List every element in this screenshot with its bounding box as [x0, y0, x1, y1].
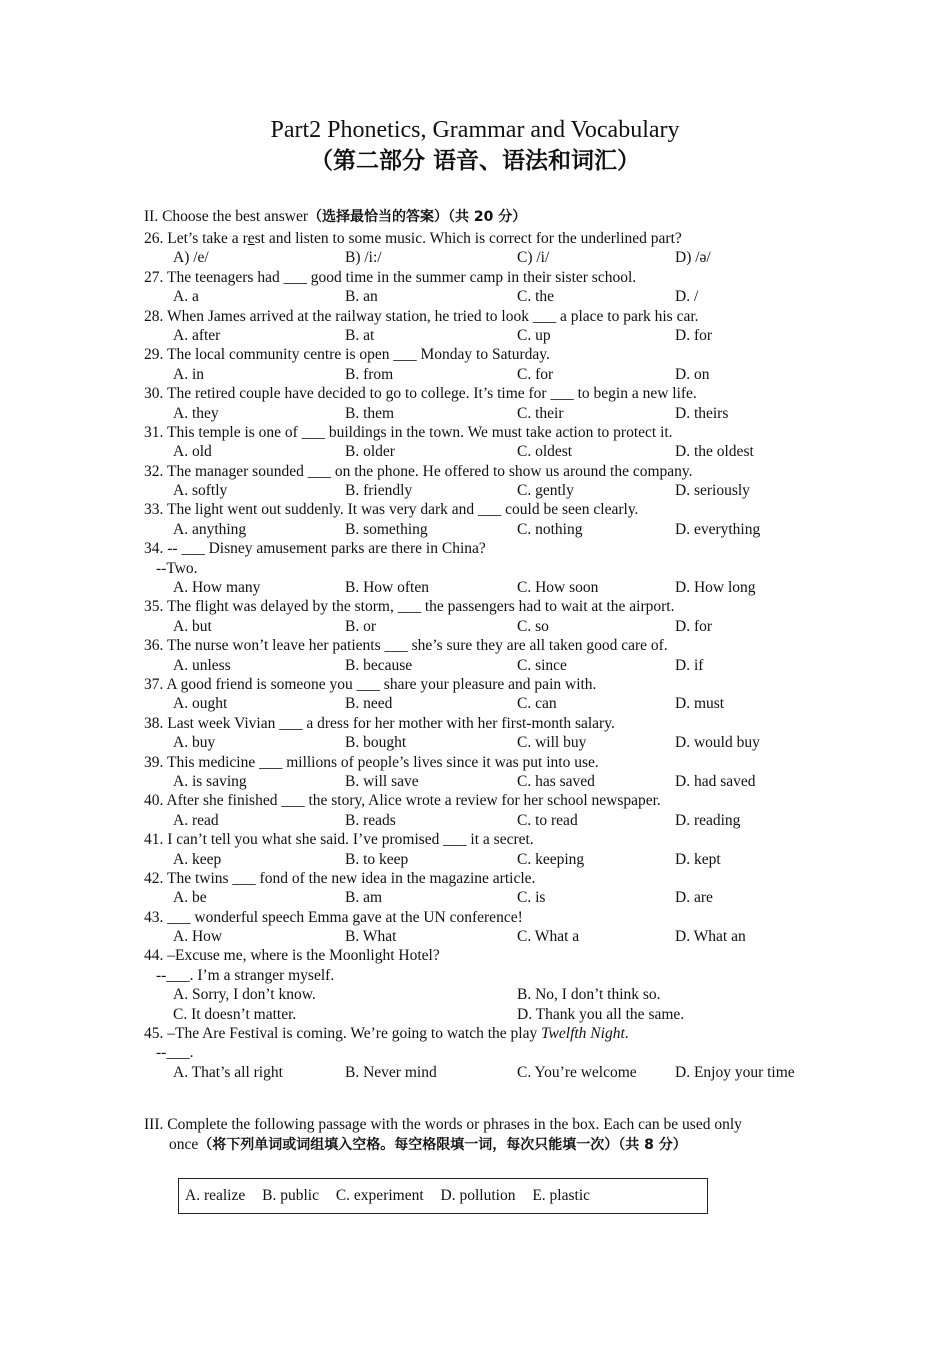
question-stem: 39. This medicine ___ millions of people’s lives since it was put into use. [144, 753, 599, 771]
option-d: D. for [675, 617, 713, 635]
option-a: A. be [173, 889, 207, 907]
play-title: Twelfth Night [541, 1025, 625, 1043]
question-stem: 26. Let’s take a rest and listen to some music. Which is correct for the underlined part? [144, 230, 682, 247]
option-b: B. will save [345, 772, 419, 790]
question-stem: 30. The retired couple have decided to go to college. It’s time for ___ to begin a new life. [144, 385, 697, 403]
option-b: B. or [345, 617, 376, 635]
option-b: B. because [345, 656, 413, 674]
option-b: B. something [345, 520, 428, 538]
option-b: B. How often [345, 579, 429, 597]
option-c: C. keeping [517, 850, 585, 868]
question-stem: 45. –The Are Festival is coming. We’re going to watch the play Twelfth Night. [144, 1025, 629, 1043]
question-options [144, 694, 844, 713]
question-stem: 32. The manager sounded ___ on the phone. He offered to show us around the company. [144, 462, 693, 480]
option-d: D. everything [675, 520, 761, 538]
word-box-item: C. experiment [335, 1187, 424, 1204]
question-options [144, 733, 844, 752]
option-a: A. after [173, 326, 221, 344]
option-c: C. so [517, 617, 549, 635]
option-c: C. to read [517, 811, 578, 829]
option-d: D. are [675, 889, 713, 907]
question-stem: 36. The nurse won’t leave her patients ___ she’s sure they are all taken good care of. [144, 637, 668, 655]
option-c: C. nothing [517, 520, 583, 538]
option-a: A. ought [173, 695, 228, 713]
question-stem: 33. The light went out suddenly. It was very dark and ___ could be seen clearly. [144, 501, 639, 519]
option-a: A. How [173, 928, 223, 946]
section3-heading [144, 1115, 824, 1155]
question-reply: --___. [156, 1044, 194, 1062]
option-d: D. the oldest [675, 443, 754, 461]
option-b: B. Never mind [345, 1063, 437, 1081]
question-list [144, 229, 844, 1082]
option-c: C. can [517, 695, 557, 713]
option-a: A. buy [173, 734, 216, 752]
option-a: A. How many [173, 579, 261, 597]
question-options [144, 888, 844, 907]
question-stem: 27. The teenagers had ___ good time in the summer camp in their sister school. [144, 268, 637, 286]
option-d: D) /ə/ [675, 249, 711, 267]
option-d: D. / [675, 288, 699, 306]
question-reply: --Two. [156, 559, 198, 577]
option-a: A. but [173, 617, 212, 635]
question-stem: 43. ___ wonderful speech Emma gave at the UN conference! [144, 908, 523, 926]
option-c: C. You’re welcome [517, 1063, 637, 1081]
option-a: A. they [173, 404, 219, 422]
option-b: B. from [345, 365, 394, 383]
question-stem: 29. The local community centre is open ___ Monday to Saturday. [144, 346, 550, 364]
option-d: D. Enjoy your time [675, 1063, 795, 1081]
question-options [144, 656, 844, 675]
option-a: A. Sorry, I don’t know. [173, 986, 316, 1004]
section3-line2: once（将下列单词或词组填入空格。每空格限填一词，每次只能填一次）（共 8 分） [169, 1136, 687, 1153]
option-c: C) /i/ [517, 249, 550, 267]
option-a: A. unless [173, 656, 231, 674]
option-b: B. am [345, 889, 383, 907]
option-d: D. How long [675, 579, 756, 597]
option-a: A. softly [173, 482, 228, 500]
option-d: D. for [675, 326, 713, 344]
question-stem: 31. This temple is one of ___ buildings in the town. We must take action to protect it. [144, 423, 673, 441]
option-b: B. need [345, 695, 393, 713]
option-d: D. had saved [675, 772, 756, 790]
word-box-item: B. public [262, 1187, 319, 1204]
question-stem: 28. When James arrived at the railway station, he tried to look ___ a place to park his car. [144, 307, 699, 325]
option-a: A. old [173, 443, 212, 461]
question-options [144, 404, 844, 423]
question-options [144, 520, 844, 539]
option-b: B. friendly [345, 482, 413, 500]
question-options [144, 811, 844, 830]
option-c: C. is [517, 889, 546, 907]
question-options [144, 617, 844, 636]
question-options [144, 985, 844, 1004]
option-c: C. up [517, 326, 551, 344]
word-box-item: D. pollution [440, 1187, 516, 1204]
word-box [178, 1178, 708, 1214]
question-stem: 42. The twins ___ fond of the new idea in the magazine article. [144, 869, 536, 887]
option-d: D. reading [675, 811, 741, 829]
option-c: C. will buy [517, 734, 587, 752]
question-stem: 34. -- ___ Disney amusement parks are there in China? [144, 540, 486, 558]
option-a: A. read [173, 811, 219, 829]
option-a: A. anything [173, 520, 247, 538]
option-a: A. keep [173, 850, 222, 868]
question-options [144, 365, 844, 384]
option-b: B. No, I don’t think so. [517, 986, 661, 1004]
option-d: D. on [675, 365, 710, 383]
option-c: C. has saved [517, 772, 595, 790]
option-a: A) /e/ [173, 249, 209, 267]
question-stem: 41. I can’t tell you what she said. I’ve promised ___ it a secret. [144, 831, 534, 849]
question-options [144, 1063, 844, 1082]
option-c: C. It doesn’t matter. [173, 1005, 297, 1023]
question-stem: 37. A good friend is someone you ___ share your pleasure and pain with. [144, 675, 597, 693]
option-d: D. Thank you all the same. [517, 1005, 685, 1023]
option-d: D. theirs [675, 404, 729, 422]
question-options [144, 578, 844, 597]
question-options [144, 481, 844, 500]
underlined-letter: e [247, 230, 255, 247]
section2-heading [144, 207, 526, 227]
option-a: A. is saving [173, 772, 247, 790]
option-c: C. oldest [517, 443, 573, 461]
question-stem: 44. –Excuse me, where is the Moonlight Hotel? [144, 947, 440, 965]
question-options [144, 850, 844, 869]
question-reply: --___. I’m a stranger myself. [156, 966, 335, 984]
section2-heading-cn: （选择最恰当的答案）（共 20 分） [308, 209, 527, 225]
option-c: C. the [517, 288, 555, 306]
option-a: A. That’s all right [173, 1063, 283, 1081]
option-b: B. older [345, 443, 395, 461]
question-options [144, 248, 844, 267]
question-stem: 35. The flight was delayed by the storm, ___ the passengers had to wait at the airport. [144, 598, 675, 616]
page-title: Part2 Phonetics, Grammar and Vocabulary [270, 117, 680, 143]
question-options [144, 927, 844, 946]
question-options [144, 326, 844, 345]
option-c: C. since [517, 656, 567, 674]
option-c: C. for [517, 365, 554, 383]
question-stem: 40. After she finished ___ the story, Alice wrote a review for her school newspaper. [144, 792, 661, 810]
option-d: D. What an [675, 928, 746, 946]
question-options [144, 287, 844, 306]
option-c: C. How soon [517, 579, 599, 597]
word-box-item: E. plastic [532, 1187, 591, 1204]
option-a: A. a [173, 288, 199, 306]
option-c: C. their [517, 404, 564, 422]
option-b: B. them [345, 404, 395, 422]
question-options [144, 772, 844, 791]
option-c: C. What a [517, 928, 580, 946]
page-subtitle: （第二部分 语音、语法和词汇） [309, 148, 640, 174]
option-b: B. at [345, 326, 375, 344]
option-b: B. What [345, 928, 397, 946]
option-d: D. kept [675, 850, 721, 868]
option-d: D. if [675, 656, 704, 674]
question-options [144, 1005, 844, 1024]
option-b: B. reads [345, 811, 396, 829]
option-d: D. must [675, 695, 725, 713]
section3-line1: III. Complete the following passage with the words or phrases in the box. Each can be used only [144, 1116, 742, 1133]
option-b: B) /i:/ [345, 249, 382, 267]
question-stem: 38. Last week Vivian ___ a dress for her mother with her first-month salary. [144, 714, 615, 732]
option-d: D. would buy [675, 734, 760, 752]
word-box-item: A. realize [185, 1187, 246, 1204]
option-b: B. to keep [345, 850, 409, 868]
option-b: B. an [345, 288, 378, 306]
option-a: A. in [173, 365, 204, 383]
option-d: D. seriously [675, 482, 750, 500]
option-c: C. gently [517, 482, 574, 500]
section2-heading-en: II. Choose the best answer [144, 208, 308, 225]
option-b: B. bought [345, 734, 407, 752]
question-options [144, 442, 844, 461]
